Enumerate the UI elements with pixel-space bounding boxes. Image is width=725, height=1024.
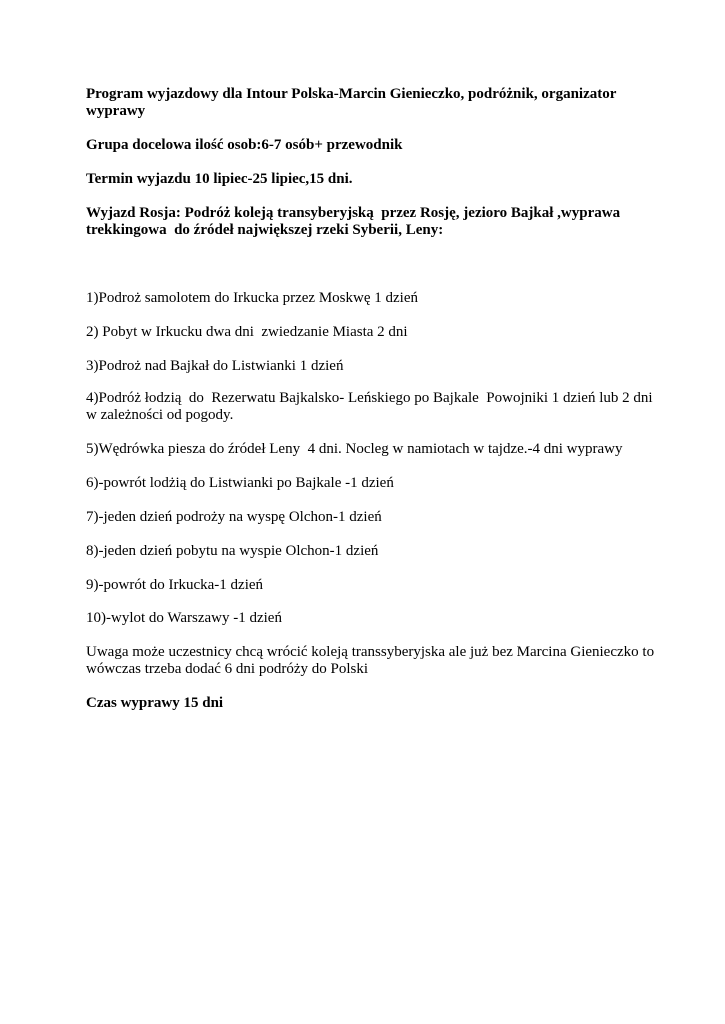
itinerary-item-2: 2) Pobyt w Irkucku dwa dni zwiedzanie Miasta 2 dni — [86, 324, 408, 340]
itinerary-item-8: 8)-jeden dzień pobytu na wyspie Olchon-1 dzień — [86, 543, 379, 559]
document-title: Program wyjazdowy dla Intour Polska-Marcin Gienieczko, podróżnik, organizator wyprawy — [86, 86, 620, 119]
itinerary-item-1: 1)Podroż samolotem do Irkucka przez Moskwę 1 dzień — [86, 290, 418, 306]
itinerary-item-6: 6)-powrót lodżią do Listwianki po Bajkale -1 dzień — [86, 475, 394, 491]
trip-description: Wyjazd Rosja: Podróż koleją transyberyjską przez Rosję, jezioro Bajkał ,wyprawa trekkingowa do źródeł największej rzeki Syberii, Leny: — [86, 205, 624, 238]
target-group-line: Grupa docelowa ilość osob:6-7 osób+ przewodnik — [86, 137, 403, 153]
trip-dates-line: Termin wyjazdu 10 lipiec-25 lipiec,15 dni. — [86, 171, 353, 187]
note-paragraph: Uwaga może uczestnicy chcą wrócić koleją transsyberyjska ale już bez Marcina Gienieczko to wówczas trzeba dodać 6 dni podróży do Polski — [86, 644, 658, 677]
itinerary-item-5: 5)Wędrówka piesza do źródeł Leny 4 dni. Nocleg w namiotach w tajdze.-4 dni wyprawy — [86, 441, 623, 457]
itinerary-item-7: 7)-jeden dzień podroży na wyspę Olchon-1 dzień — [86, 509, 382, 525]
itinerary-item-9: 9)-powrót do Irkucka-1 dzień — [86, 577, 264, 593]
trip-duration-line: Czas wyprawy 15 dni — [86, 695, 224, 711]
itinerary-item-3: 3)Podroż nad Bajkał do Listwianki 1 dzień — [86, 358, 344, 374]
itinerary-item-10: 10)-wylot do Warszawy -1 dzień — [86, 610, 282, 626]
itinerary-item-4: 4)Podróż łodzią do Rezerwatu Bajkalsko- Leńskiego po Bajkale Powojniki 1 dzień lub 2 dni w zależności od pogody. — [86, 390, 657, 423]
